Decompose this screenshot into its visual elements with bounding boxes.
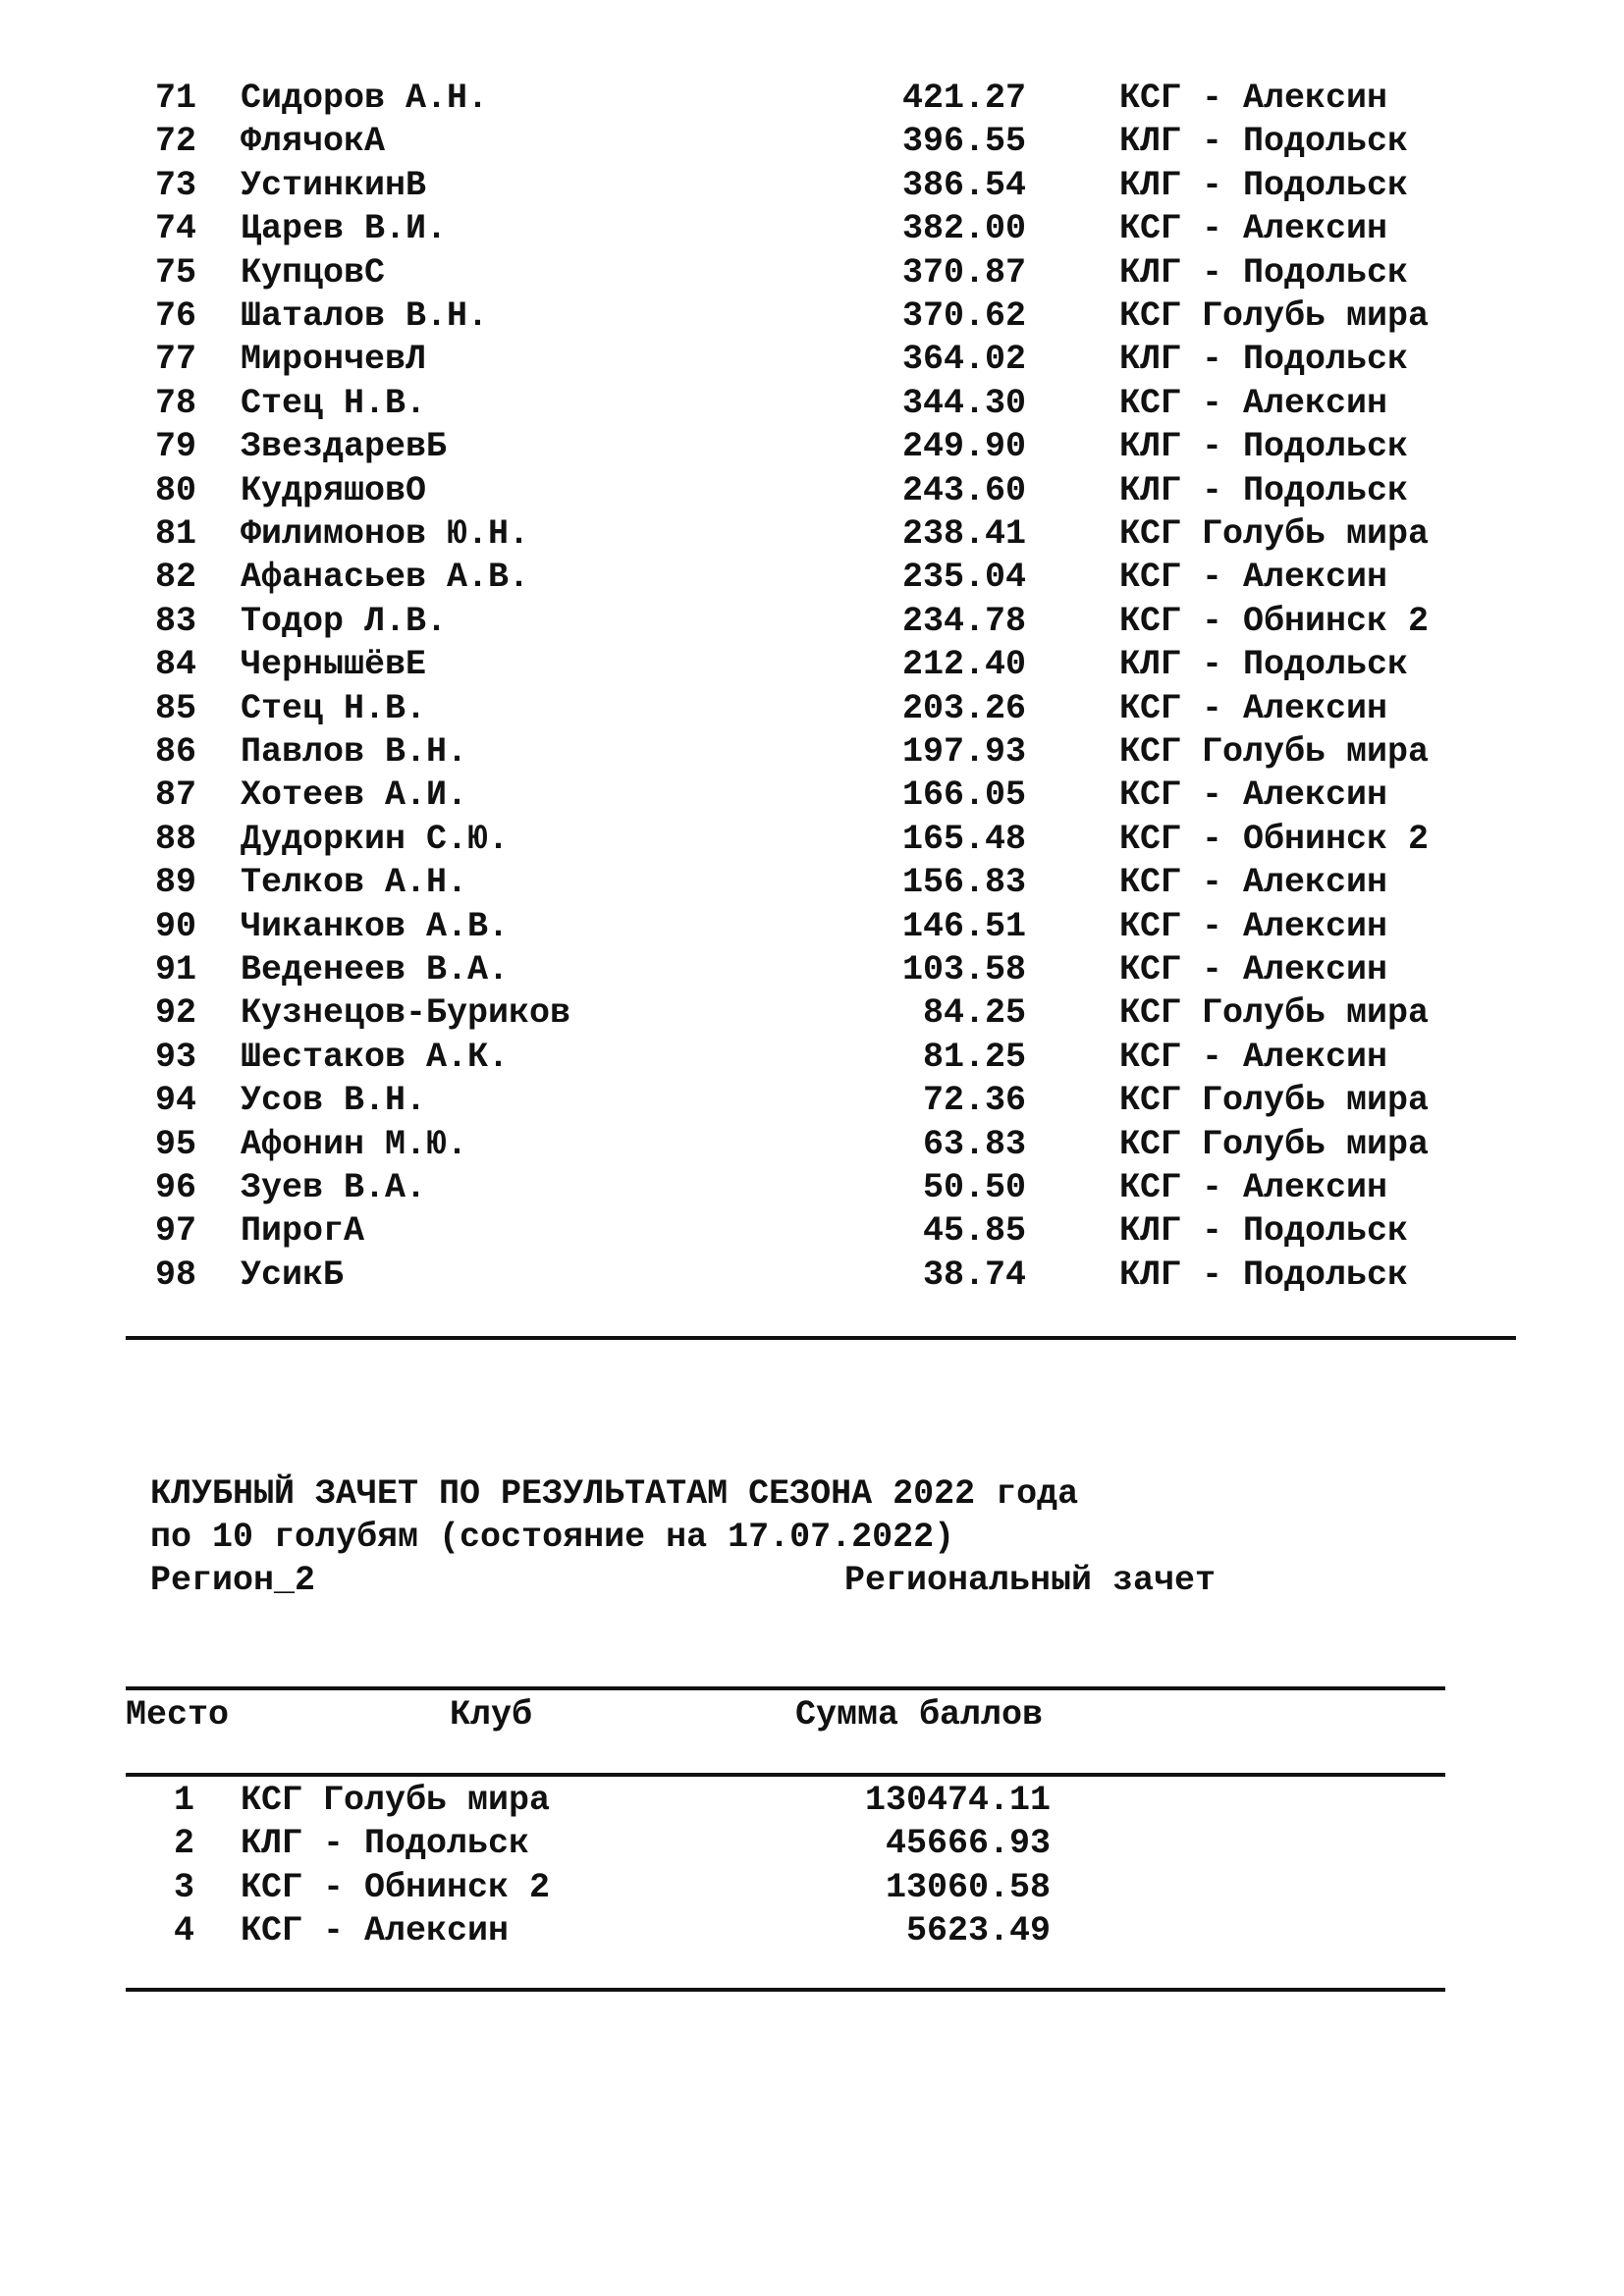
ranking-club: КЛГ - Подольск (1119, 165, 1409, 205)
ranking-club: КЛГ - Подольск (1119, 1255, 1409, 1295)
club-table-top-rule (126, 1686, 1445, 1690)
ranking-score: 81.25 (922, 1037, 1026, 1077)
ranking-club: КЛГ - Подольск (1119, 122, 1409, 162)
ranking-name: Афанасьев А.В. (241, 558, 530, 598)
ranking-name: ПирогА (241, 1211, 365, 1252)
ranking-club: КСГ - Алексин (1119, 383, 1388, 423)
ranking-place: 97 (154, 1211, 196, 1252)
ranking-place: 82 (154, 558, 196, 598)
ranking-name: КупцовС (241, 252, 386, 293)
ranking-club: КСГ Голубь мира (1119, 514, 1430, 554)
club-place: 3 (173, 1867, 194, 1907)
club-table-row (0, 1822, 1624, 1865)
ranking-name: Стец Н.В. (241, 383, 427, 423)
ranking-club: КЛГ - Подольск (1119, 427, 1409, 467)
ranking-name: Веденеев В.А. (241, 950, 510, 989)
ranking-score: 197.93 (901, 732, 1026, 772)
ranking-score: 63.83 (922, 1124, 1026, 1164)
ranking-place: 86 (154, 732, 196, 772)
club-table-header-sum: Сумма баллов (795, 1695, 1044, 1735)
ranking-row (0, 818, 1624, 861)
ranking-name: ЧернышёвЕ (241, 645, 427, 685)
ranking-club: КСГ Голубь мира (1119, 1081, 1430, 1121)
ranking-score: 396.55 (901, 122, 1026, 162)
ranking-row (0, 1079, 1624, 1122)
ranking-score: 45.85 (922, 1211, 1026, 1252)
region-label: Регион_2 (150, 1561, 316, 1600)
ranking-score: 249.90 (901, 427, 1026, 467)
ranking-score: 146.51 (901, 906, 1026, 946)
ranking-place: 81 (154, 514, 196, 554)
ranking-name: Павлов В.Н. (241, 732, 468, 772)
ranking-score: 72.36 (922, 1081, 1026, 1121)
ranking-row (0, 861, 1624, 904)
ranking-score: 370.87 (901, 252, 1026, 293)
club-table-row (0, 1866, 1624, 1909)
ranking-row (0, 338, 1624, 381)
club-section-subtitle: по 10 голубям (состояние на 17.07.2022) (150, 1518, 955, 1557)
ranking-row (0, 905, 1624, 948)
club-place: 1 (173, 1781, 194, 1820)
ranking-club: КЛГ - Подольск (1119, 340, 1409, 380)
ranking-club: КЛГ - Подольск (1119, 1211, 1409, 1252)
ranking-place: 74 (154, 209, 196, 249)
ranking-club: КСГ - Обнинск 2 (1119, 601, 1430, 641)
ranking-row (0, 991, 1624, 1035)
ranking-row (0, 382, 1624, 425)
scope-label: Региональный зачет (844, 1561, 1217, 1600)
club-name: КСГ Голубь мира (241, 1781, 551, 1820)
ranking-name: Шестаков А.К. (241, 1037, 510, 1077)
club-sum: 45666.93 (885, 1824, 1051, 1864)
ranking-place: 83 (154, 601, 196, 641)
ranking-bottom-rule (126, 1336, 1516, 1340)
ranking-row (0, 1254, 1624, 1297)
ranking-score: 203.26 (901, 688, 1026, 728)
ranking-place: 73 (154, 165, 196, 205)
ranking-place: 85 (154, 688, 196, 728)
ranking-row (0, 207, 1624, 250)
club-name: КСГ - Обнинск 2 (241, 1867, 551, 1907)
ranking-name: Чиканков А.В. (241, 906, 510, 946)
club-table-header-rule (126, 1773, 1445, 1777)
club-name: КЛГ - Подольск (241, 1824, 530, 1864)
ranking-row (0, 120, 1624, 163)
ranking-place: 91 (154, 950, 196, 989)
ranking-place: 95 (154, 1124, 196, 1164)
ranking-place: 75 (154, 252, 196, 293)
ranking-name: Филимонов Ю.Н. (241, 514, 530, 554)
ranking-place: 76 (154, 296, 196, 336)
ranking-name: Дудоркин С.Ю. (241, 819, 510, 859)
ranking-club: КСГ Голубь мира (1119, 296, 1430, 336)
club-sum: 5623.49 (905, 1911, 1051, 1951)
ranking-club: КСГ Голубь мира (1119, 732, 1430, 772)
ranking-place: 90 (154, 906, 196, 946)
ranking-row (0, 1209, 1624, 1253)
ranking-name: Зуев В.А. (241, 1168, 427, 1207)
ranking-row (0, 687, 1624, 730)
ranking-place: 89 (154, 863, 196, 903)
ranking-name: Сидоров А.Н. (241, 79, 489, 118)
ranking-place: 78 (154, 383, 196, 423)
club-name: КСГ - Алексин (241, 1911, 510, 1951)
ranking-club: КСГ Голубь мира (1119, 993, 1430, 1034)
ranking-row (0, 425, 1624, 468)
ranking-row (0, 774, 1624, 817)
ranking-name: Шаталов В.Н. (241, 296, 489, 336)
ranking-place: 94 (154, 1081, 196, 1121)
ranking-name: ФлячокА (241, 122, 386, 162)
ranking-row (0, 512, 1624, 556)
club-table-bottom-rule (126, 1988, 1445, 1992)
ranking-row (0, 77, 1624, 120)
ranking-name: Афонин М.Ю. (241, 1124, 468, 1164)
ranking-score: 243.60 (901, 470, 1026, 510)
ranking-place: 80 (154, 470, 196, 510)
ranking-score: 165.48 (901, 819, 1026, 859)
ranking-score: 234.78 (901, 601, 1026, 641)
ranking-club: КСГ - Алексин (1119, 1168, 1388, 1207)
ranking-place: 96 (154, 1168, 196, 1207)
ranking-club: КСГ - Алексин (1119, 950, 1388, 989)
club-section-title: КЛУБНЫЙ ЗАЧЕТ ПО РЕЗУЛЬТАТАМ СЕЗОНА 2022 года (150, 1474, 1079, 1514)
ranking-row (0, 600, 1624, 643)
ranking-score: 103.58 (901, 950, 1026, 989)
ranking-club: КЛГ - Подольск (1119, 252, 1409, 293)
ranking-row (0, 1166, 1624, 1209)
ranking-score: 421.27 (901, 79, 1026, 118)
ranking-score: 156.83 (901, 863, 1026, 903)
ranking-row (0, 948, 1624, 991)
ranking-place: 77 (154, 340, 196, 380)
ranking-score: 166.05 (901, 775, 1026, 816)
ranking-name: КудряшовО (241, 470, 427, 510)
ranking-club: КСГ - Алексин (1119, 906, 1388, 946)
ranking-score: 364.02 (901, 340, 1026, 380)
ranking-place: 93 (154, 1037, 196, 1077)
ranking-name: УсикБ (241, 1255, 345, 1295)
ranking-club: КСГ - Алексин (1119, 688, 1388, 728)
ranking-name: Хотеев А.И. (241, 775, 468, 816)
ranking-place: 84 (154, 645, 196, 685)
ranking-place: 79 (154, 427, 196, 467)
ranking-name: Стец Н.В. (241, 688, 427, 728)
ranking-score: 382.00 (901, 209, 1026, 249)
ranking-name: Кузнецов-Буриков (241, 993, 571, 1034)
ranking-place: 92 (154, 993, 196, 1034)
ranking-name: Телков А.Н. (241, 863, 468, 903)
ranking-score: 238.41 (901, 514, 1026, 554)
ranking-club: КСГ - Алексин (1119, 1037, 1388, 1077)
ranking-score: 344.30 (901, 383, 1026, 423)
ranking-club: КСГ - Алексин (1119, 558, 1388, 598)
ranking-score: 370.62 (901, 296, 1026, 336)
ranking-name: МирончевЛ (241, 340, 427, 380)
ranking-row (0, 469, 1624, 512)
ranking-name: Тодор Л.В. (241, 601, 448, 641)
ranking-score: 50.50 (922, 1168, 1026, 1207)
ranking-club: КСГ Голубь мира (1119, 1124, 1430, 1164)
ranking-place: 98 (154, 1255, 196, 1295)
ranking-score: 212.40 (901, 645, 1026, 685)
ranking-row (0, 1036, 1624, 1079)
club-sum: 130474.11 (864, 1781, 1051, 1820)
ranking-row (0, 251, 1624, 294)
ranking-score: 386.54 (901, 165, 1026, 205)
club-table-header-club: Клуб (450, 1695, 533, 1735)
club-table-header-place: Место (126, 1695, 230, 1735)
ranking-row (0, 1123, 1624, 1166)
club-sum: 13060.58 (885, 1867, 1051, 1907)
ranking-place: 71 (154, 79, 196, 118)
ranking-club: КСГ - Алексин (1119, 863, 1388, 903)
ranking-score: 84.25 (922, 993, 1026, 1034)
club-place: 4 (173, 1911, 194, 1951)
ranking-name: ЗвездаревБ (241, 427, 448, 467)
ranking-place: 72 (154, 122, 196, 162)
ranking-score: 235.04 (901, 558, 1026, 598)
ranking-club: КСГ - Алексин (1119, 79, 1388, 118)
ranking-place: 87 (154, 775, 196, 816)
ranking-club: КСГ - Обнинск 2 (1119, 819, 1430, 859)
ranking-club: КЛГ - Подольск (1119, 645, 1409, 685)
ranking-club: КЛГ - Подольск (1119, 470, 1409, 510)
ranking-row (0, 730, 1624, 774)
ranking-score: 38.74 (922, 1255, 1026, 1295)
ranking-name: Царев В.И. (241, 209, 448, 249)
ranking-club: КСГ - Алексин (1119, 209, 1388, 249)
club-table-row (0, 1779, 1624, 1822)
ranking-place: 88 (154, 819, 196, 859)
ranking-row (0, 294, 1624, 338)
club-table-row (0, 1909, 1624, 1952)
ranking-name: Усов В.Н. (241, 1081, 427, 1121)
club-place: 2 (173, 1824, 194, 1864)
ranking-club: КСГ - Алексин (1119, 775, 1388, 816)
ranking-row (0, 556, 1624, 599)
ranking-row (0, 164, 1624, 207)
ranking-name: УстинкинВ (241, 165, 427, 205)
ranking-row (0, 643, 1624, 686)
